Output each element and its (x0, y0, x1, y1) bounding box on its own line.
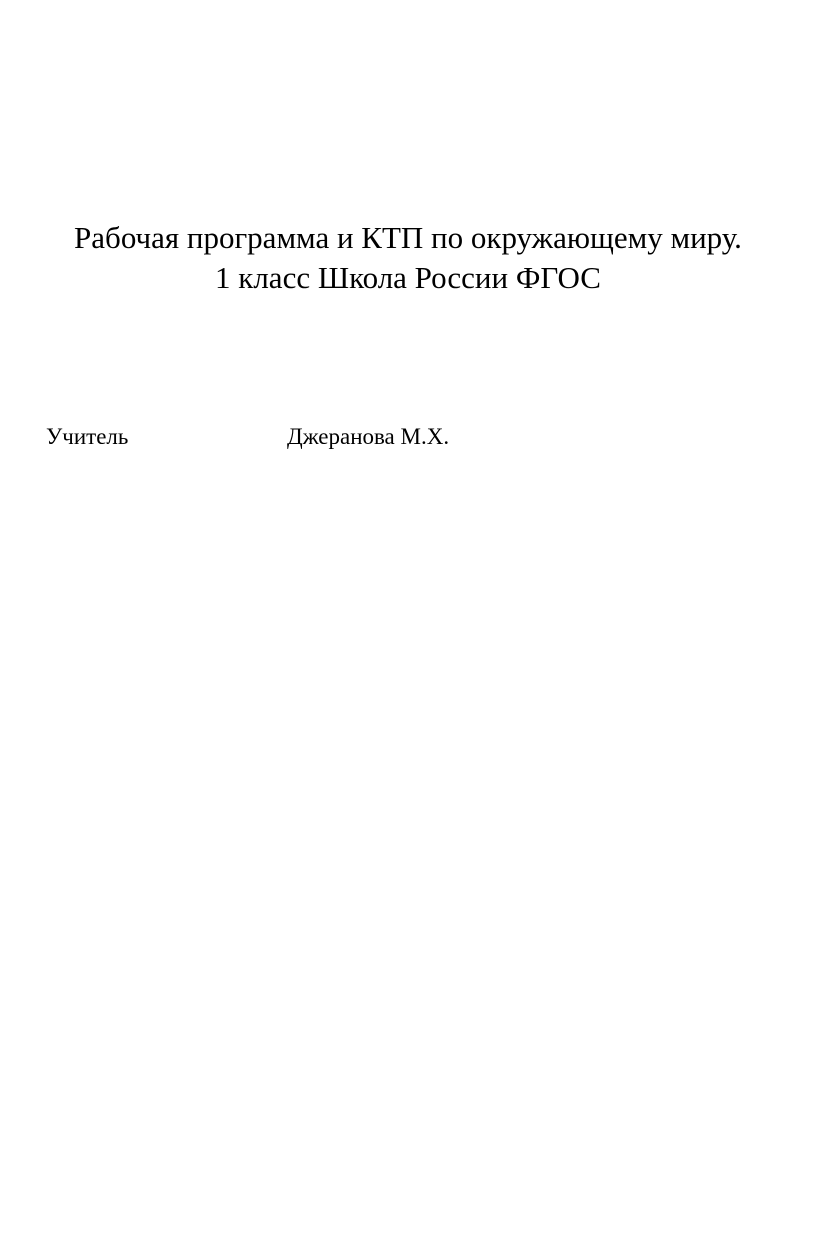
teacher-label: Учитель (46, 424, 129, 449)
teacher-name: Джеранова М.Х. (287, 424, 450, 449)
title-line-2: 1 класс Школа России ФГОС (215, 260, 601, 295)
document-title (0, 218, 816, 298)
title-line-1: Рабочая программа и КТП по окружающему миру. (74, 220, 742, 255)
